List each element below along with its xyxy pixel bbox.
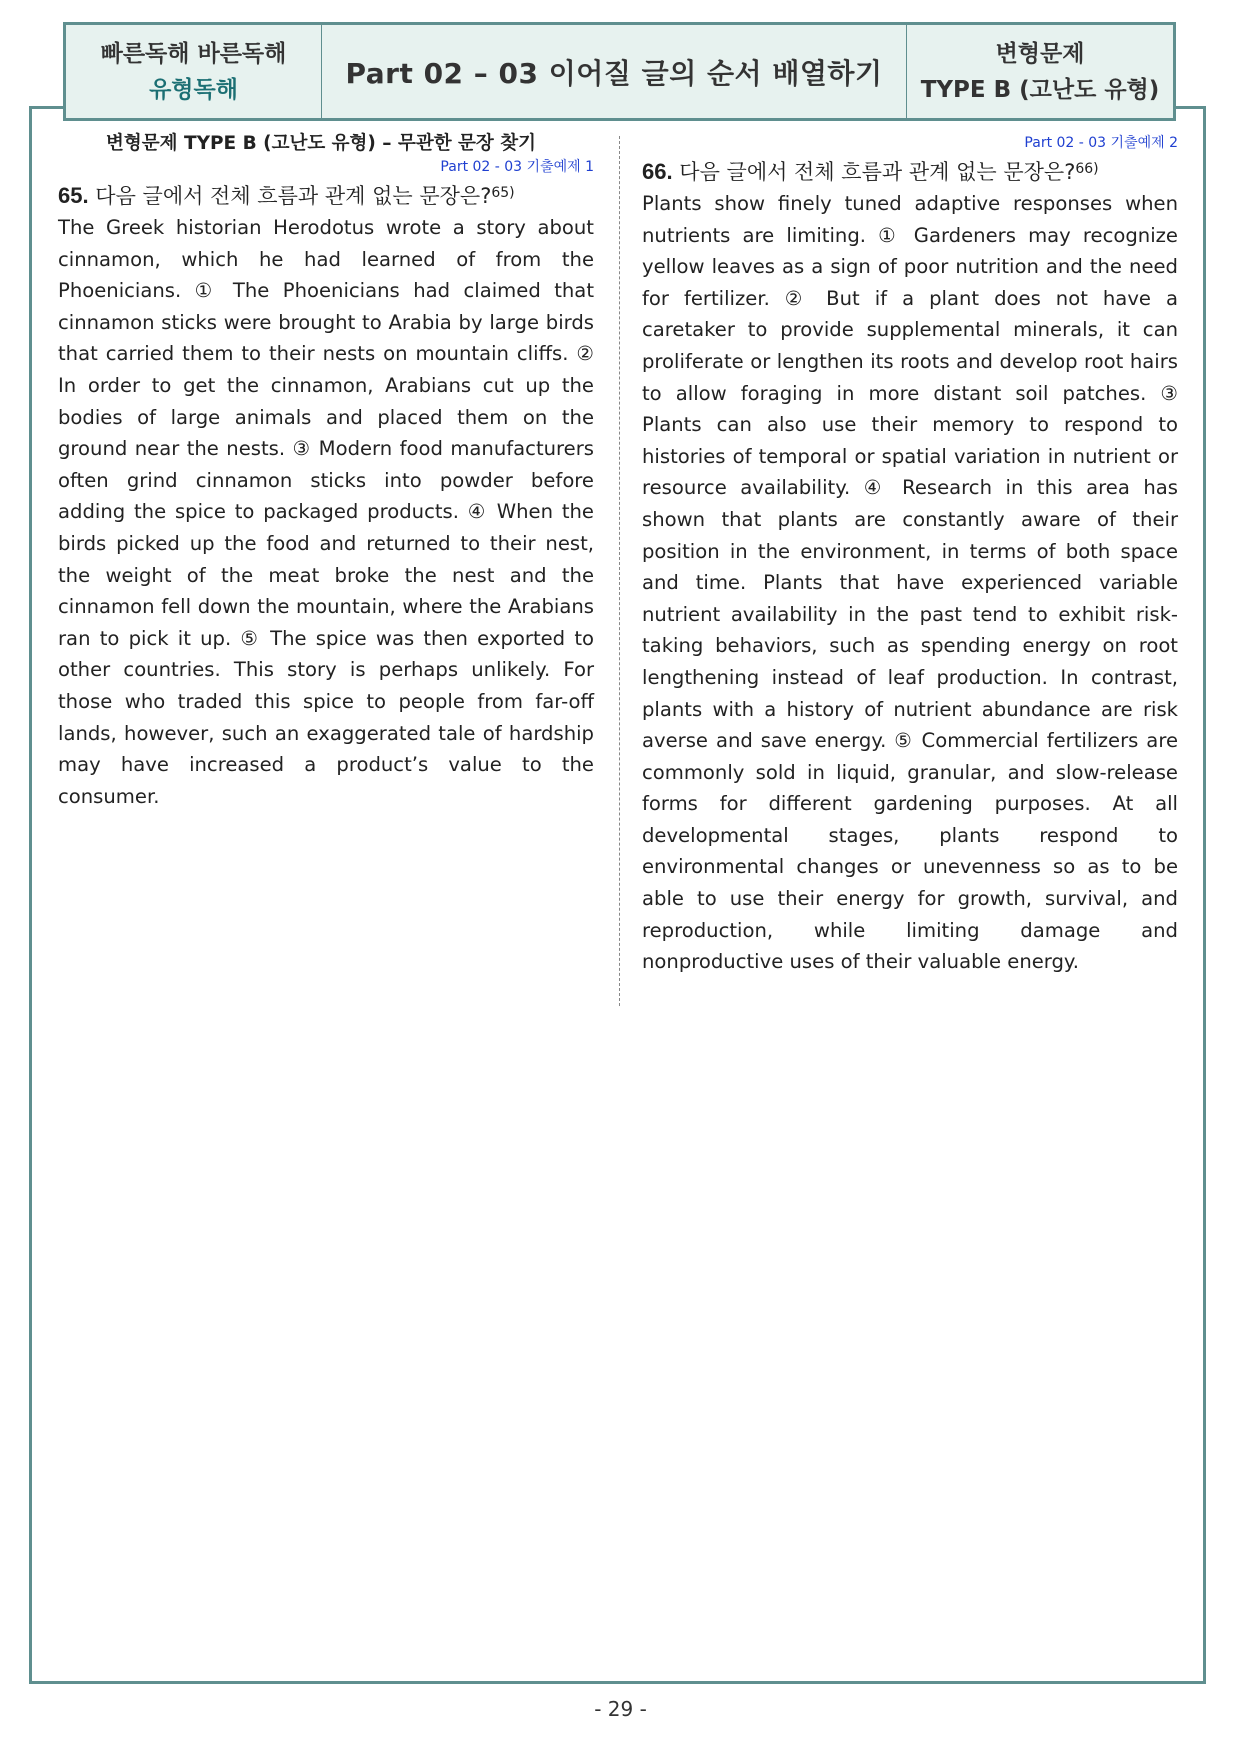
question-text: 다음 글에서 전체 흐름과 관계 없는 문장은? bbox=[95, 184, 492, 208]
chapter-title: Part 02 – 03 이어질 글의 순서 배열하기 bbox=[345, 56, 883, 90]
passage-65: The Greek historian Herodotus wrote a story about cinnamon, which he had learned of from the Phoenicians. ① The Phoenicians had claimed that cinnamon sticks were brought to Arabia by large birds that carried them to their nests on mountain cliffs. ② In order to get the cinnamon, Arabians cut up the bodies of large animals and placed them on the ground near the nests. ③ Modern food manufacturers often grind cinnamon sticks into powder before adding the spice to packaged products. ④ When the birds picked up the food and returned to their nest, the weight of the meat broke the nest and the cinnamon fell down the mountain, where the Arabians ran to pick it up. ⑤ The spice was then exported to other countries. This story is perhaps unlikely. For those who traded this spice to people from far-off lands, however, such an exaggerated tale of hardship may have increased a product’s value to the consumer. bbox=[58, 216, 594, 808]
left-column bbox=[58, 132, 594, 812]
header-type-level: TYPE B (고난도 유형) bbox=[920, 76, 1160, 103]
source-reference: Part 02 - 03 기출예제 1 bbox=[440, 159, 594, 175]
footnote-ref: 66) bbox=[1075, 161, 1099, 177]
question-number: 65. bbox=[58, 183, 89, 208]
section-heading: 변형문제 TYPE B (고난도 유형) – 무관한 문장 찾기 bbox=[106, 133, 536, 154]
page-header bbox=[63, 22, 1176, 121]
page-number: - 29 - bbox=[594, 1697, 647, 1721]
column-divider bbox=[619, 136, 620, 1006]
footnote-ref: 65) bbox=[491, 185, 515, 201]
source-reference: Part 02 - 03 기출예제 2 bbox=[1024, 135, 1178, 151]
question-66 bbox=[642, 156, 1178, 188]
question-number: 66. bbox=[642, 159, 673, 184]
header-chapter bbox=[322, 25, 907, 118]
header-book-title bbox=[66, 25, 322, 118]
right-column bbox=[642, 132, 1178, 978]
passage-66: Plants show finely tuned adaptive responses when nutrients are limiting. ① Gardeners may recognize yellow leaves as a sign of poor nutrition and the need for fertilizer. ② But if a plant does not have a caretaker to provide supplemental minerals, it can proliferate or lengthen its roots and develop root hairs to allow foraging in more distant soil patches. ③ Plants can also use their memory to respond to histories of temporal or spatial variation in nutrient or resource availability. ④ Research in this area has shown that plants are constantly aware of their position in the environment, in terms of both space and time. Plants that have experienced variable nutrient availability in the past tend to exhibit risk-taking behaviors, such as spending energy on root lengthening instead of leaf production. In contrast, plants with a history of nutrient abundance are risk averse and save energy. ⑤ Commercial fertilizers are commonly sold in liquid, granular, and slow-release forms for different gardening purposes. At all developmental stages, plants respond to environmental changes or unevenness so as to be able to use their energy for growth, survival, and reproduction, while limiting damage and nonproductive uses of their valuable energy. bbox=[642, 192, 1178, 974]
question-text: 다음 글에서 전체 흐름과 관계 없는 문장은? bbox=[679, 160, 1076, 184]
header-type-label: 변형문제 bbox=[995, 40, 1085, 67]
header-category-label: 유형독해 bbox=[149, 76, 238, 103]
header-type bbox=[907, 25, 1173, 118]
question-65 bbox=[58, 180, 594, 212]
header-series-label: 빠른독해 바른독해 bbox=[100, 40, 287, 67]
